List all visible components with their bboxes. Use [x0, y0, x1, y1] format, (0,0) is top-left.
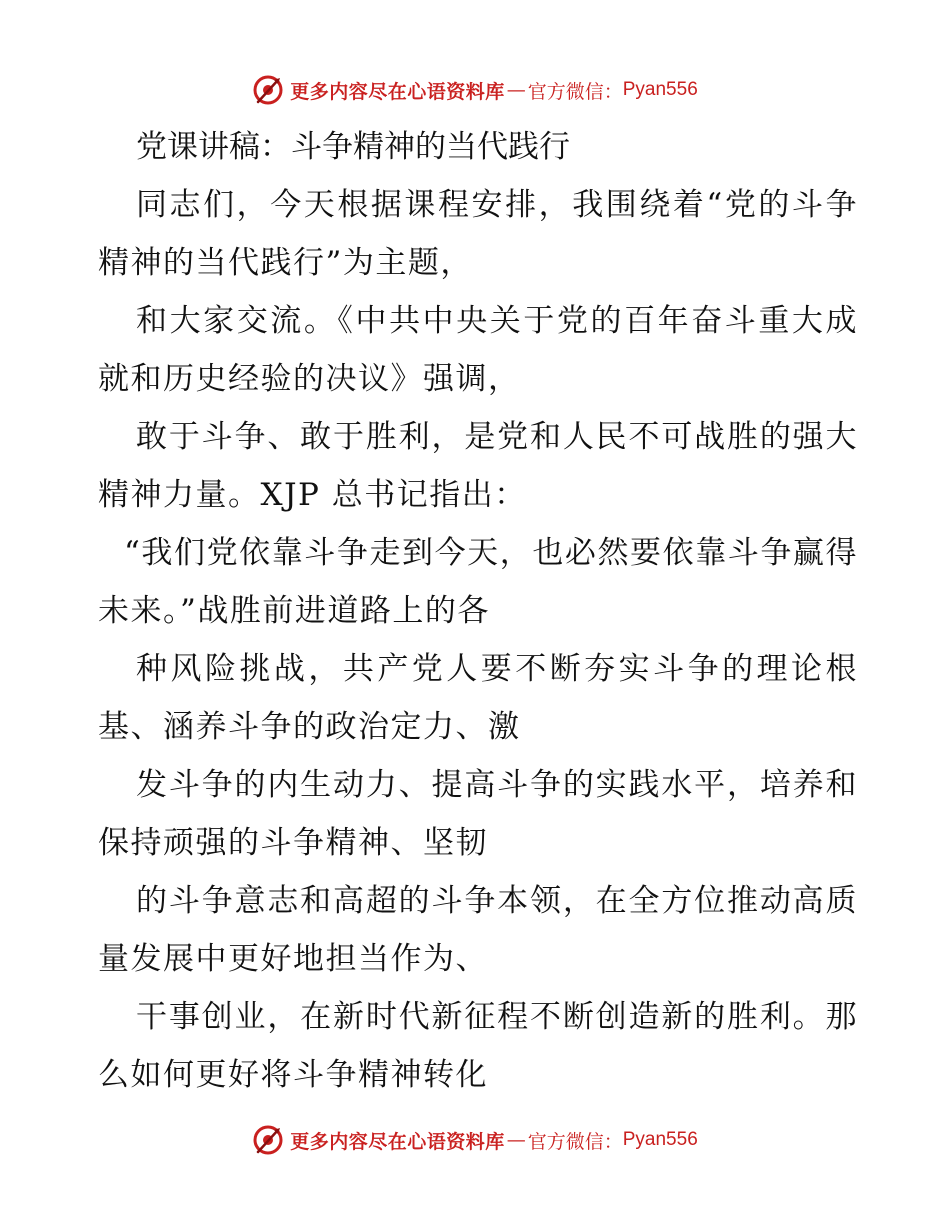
document-body [98, 118, 858, 1104]
watermark-separator: — [506, 79, 526, 101]
paragraph: 同志们，今天根据课程安排，我围绕着“党的斗争精神的当代践行”为主题， [98, 187, 858, 281]
quill-seal-icon [252, 1124, 284, 1156]
quill-seal-icon [252, 74, 284, 106]
paragraph: 和大家交流。《中共中央关于党的百年奋斗重大成就和历史经验的决议》强调， [98, 303, 858, 397]
footer-watermark [0, 1120, 950, 1160]
watermark-wechat-id: Pyan556 [622, 79, 698, 100]
paragraph: “我们党依靠斗争走到今天，也必然要依靠斗争赢得未来。”战胜前进道路上的各 [98, 535, 858, 629]
watermark-wechat-label: 官方微信： [527, 80, 623, 103]
header-watermark [0, 70, 950, 110]
paragraph: 发斗争的内生动力、提高斗争的实践水平，培养和保持顽强的斗争精神、坚韧 [98, 767, 858, 861]
watermark-brand: 更多内容尽在心语资料库 [290, 1130, 505, 1153]
paragraph: 敢于斗争、敢于胜利，是党和人民不可战胜的强大精神力量。XJP 总书记指出： [98, 419, 858, 513]
paragraph: 的斗争意志和高超的斗争本领，在全方位推动高质量发展中更好地担当作为、 [98, 883, 858, 977]
watermark-wechat-label: 官方微信： [527, 1130, 623, 1153]
watermark-separator: — [506, 1129, 526, 1151]
document-title: 党课讲稿：斗争精神的当代践行 [136, 129, 570, 165]
paragraph: 干事创业，在新时代新征程不断创造新的胜利。那么如何更好将斗争精神转化 [98, 999, 858, 1093]
paragraph: 种风险挑战，共产党人要不断夯实斗争的理论根基、涵养斗争的政治定力、激 [98, 651, 858, 745]
watermark-brand: 更多内容尽在心语资料库 [290, 80, 505, 103]
watermark-wechat-id: Pyan556 [622, 1129, 698, 1150]
